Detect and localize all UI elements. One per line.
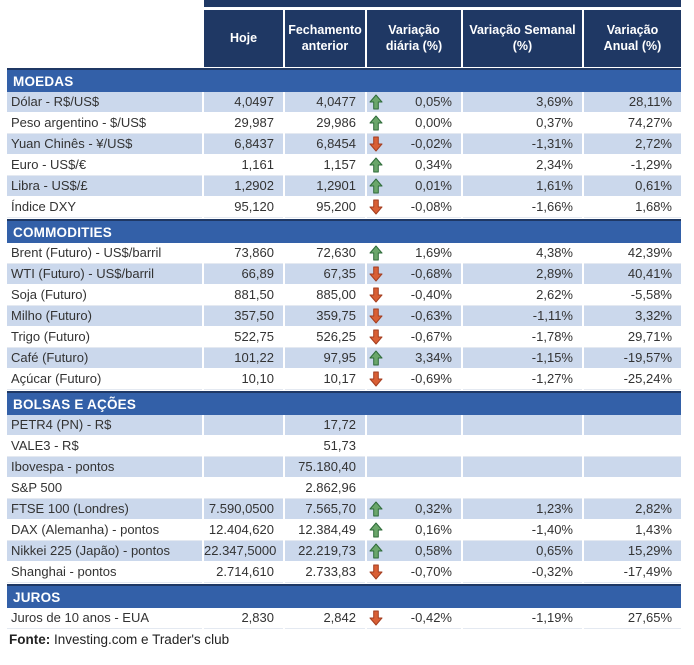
variacao-anual-cell — [584, 436, 681, 457]
row-label-cell: Peso argentino - $/US$ — [7, 113, 202, 134]
variacao-semanal-cell: 3,69% — [463, 92, 582, 113]
section-header: COMMODITIES — [7, 219, 681, 243]
fechamento-anterior-cell: 10,17 — [285, 369, 365, 390]
table-row — [7, 348, 681, 369]
hoje-cell: 6,8437 — [204, 134, 283, 155]
hoje-cell: 29,987 — [204, 113, 283, 134]
table-body — [7, 68, 681, 629]
table-row — [7, 92, 681, 113]
fechamento-anterior-cell: 885,00 — [285, 285, 365, 306]
row-label-cell: PETR4 (PN) - R$ — [7, 415, 202, 436]
variacao-anual-cell: 2,72% — [584, 134, 681, 155]
variacao-diaria-value: 0,05% — [415, 94, 452, 109]
variacao-diaria-cell — [367, 457, 461, 478]
hoje-cell: 357,50 — [204, 306, 283, 327]
row-label-cell: Soja (Futuro) — [7, 285, 202, 306]
hoje-cell: 1,2902 — [204, 176, 283, 197]
variacao-diaria-cell — [367, 92, 461, 113]
fechamento-anterior-cell: 97,95 — [285, 348, 365, 369]
table-row — [7, 197, 681, 218]
fechamento-anterior-cell: 95,200 — [285, 197, 365, 218]
variacao-semanal-cell — [463, 457, 582, 478]
variacao-anual-cell: 0,61% — [584, 176, 681, 197]
fechamento-anterior-cell: 12.384,49 — [285, 520, 365, 541]
variacao-semanal-cell: -1,66% — [463, 197, 582, 218]
variacao-anual-cell: 1,68% — [584, 197, 681, 218]
row-label-cell: Café (Futuro) — [7, 348, 202, 369]
row-label-cell: Yuan Chinês - ¥/US$ — [7, 134, 202, 155]
variacao-diaria-cell — [367, 436, 461, 457]
row-label-cell: VALE3 - R$ — [7, 436, 202, 457]
table-row — [7, 457, 681, 478]
variacao-diaria-value: -0,69% — [410, 371, 452, 386]
variacao-anual-cell — [584, 478, 681, 499]
fechamento-anterior-cell: 1,2901 — [285, 176, 365, 197]
hoje-cell: 881,50 — [204, 285, 283, 306]
table-row — [7, 520, 681, 541]
fechamento-anterior-cell: 72,630 — [285, 243, 365, 264]
variacao-anual-cell: 28,11% — [584, 92, 681, 113]
variacao-diaria-cell — [367, 113, 461, 134]
column-header-fechamento: Fechamento anterior — [285, 10, 365, 67]
column-header-var-diaria: Variação diária (%) — [367, 10, 461, 67]
fechamento-anterior-cell: 2.733,83 — [285, 562, 365, 583]
row-label-cell: Trigo (Futuro) — [7, 327, 202, 348]
arrow-down-icon — [369, 266, 383, 282]
arrow-down-icon — [369, 371, 383, 387]
row-label-cell: S&P 500 — [7, 478, 202, 499]
variacao-anual-cell: -1,29% — [584, 155, 681, 176]
arrow-up-icon — [369, 178, 383, 194]
fechamento-anterior-cell: 6,8454 — [285, 134, 365, 155]
variacao-diaria-cell — [367, 478, 461, 499]
row-label-cell: Brent (Futuro) - US$/barril — [7, 243, 202, 264]
header-row — [7, 10, 681, 67]
variacao-anual-cell: 1,43% — [584, 520, 681, 541]
table-row — [7, 243, 681, 264]
variacao-diaria-value: -0,63% — [410, 308, 452, 323]
variacao-diaria-cell — [367, 134, 461, 155]
fechamento-anterior-cell: 67,35 — [285, 264, 365, 285]
variacao-diaria-cell — [367, 327, 461, 348]
variacao-semanal-cell — [463, 415, 582, 436]
table-row — [7, 155, 681, 176]
section-header: JUROS — [7, 584, 681, 608]
fechamento-anterior-cell: 1,157 — [285, 155, 365, 176]
row-label-cell: Euro - US$/€ — [7, 155, 202, 176]
variacao-diaria-value: -0,42% — [410, 610, 452, 625]
hoje-cell — [204, 478, 283, 499]
arrow-down-icon — [369, 308, 383, 324]
variacao-semanal-cell: 0,37% — [463, 113, 582, 134]
row-label-cell: Nikkei 225 (Japão) - pontos — [7, 541, 202, 562]
table-row — [7, 264, 681, 285]
hoje-cell: 1,161 — [204, 155, 283, 176]
variacao-anual-cell: 40,41% — [584, 264, 681, 285]
variacao-diaria-value: 0,34% — [415, 157, 452, 172]
hoje-cell: 73,860 — [204, 243, 283, 264]
table-row — [7, 369, 681, 390]
variacao-anual-cell: 15,29% — [584, 541, 681, 562]
hoje-cell: 66,89 — [204, 264, 283, 285]
hoje-cell — [204, 457, 283, 478]
variacao-diaria-cell — [367, 608, 461, 629]
hoje-cell: 12.404,620 — [204, 520, 283, 541]
variacao-diaria-value: 0,58% — [415, 543, 452, 558]
table-row — [7, 176, 681, 197]
variacao-diaria-value: -0,70% — [410, 564, 452, 579]
header-corner-cell — [7, 10, 202, 67]
arrow-up-icon — [369, 522, 383, 538]
row-label-cell: Açúcar (Futuro) — [7, 369, 202, 390]
arrow-down-icon — [369, 287, 383, 303]
table-row — [7, 608, 681, 629]
variacao-diaria-value: 0,16% — [415, 522, 452, 537]
variacao-diaria-cell — [367, 243, 461, 264]
variacao-diaria-value: -0,67% — [410, 329, 452, 344]
variacao-semanal-cell: -1,15% — [463, 348, 582, 369]
row-label-cell: Ibovespa - pontos — [7, 457, 202, 478]
table-row — [7, 499, 681, 520]
variacao-semanal-cell: 2,62% — [463, 285, 582, 306]
variacao-semanal-cell: 2,34% — [463, 155, 582, 176]
variacao-diaria-value: -0,08% — [410, 199, 452, 214]
fechamento-anterior-cell: 51,73 — [285, 436, 365, 457]
fechamento-anterior-cell: 75.180,40 — [285, 457, 365, 478]
table-row — [7, 134, 681, 155]
table-row — [7, 415, 681, 436]
variacao-semanal-cell: -1,11% — [463, 306, 582, 327]
variacao-anual-cell: 29,71% — [584, 327, 681, 348]
fechamento-anterior-cell: 2,842 — [285, 608, 365, 629]
table-row — [7, 306, 681, 327]
arrow-down-icon — [369, 610, 383, 626]
row-label-cell: FTSE 100 (Londres) — [7, 499, 202, 520]
table-row — [7, 562, 681, 583]
row-label-cell: DAX (Alemanha) - pontos — [7, 520, 202, 541]
row-label-cell: Dólar - R$/US$ — [7, 92, 202, 113]
variacao-diaria-cell — [367, 285, 461, 306]
arrow-down-icon — [369, 564, 383, 580]
arrow-down-icon — [369, 329, 383, 345]
row-label-cell: WTI (Futuro) - US$/barril — [7, 264, 202, 285]
table-row — [7, 478, 681, 499]
column-header-var-semanal: Variação Semanal (%) — [463, 10, 582, 67]
variacao-diaria-cell — [367, 520, 461, 541]
variacao-diaria-cell — [367, 348, 461, 369]
variacao-semanal-cell: -1,40% — [463, 520, 582, 541]
variacao-anual-cell: -17,49% — [584, 562, 681, 583]
variacao-anual-cell: -25,24% — [584, 369, 681, 390]
hoje-cell: 2,830 — [204, 608, 283, 629]
variacao-anual-cell: -19,57% — [584, 348, 681, 369]
variacao-anual-cell: 42,39% — [584, 243, 681, 264]
hoje-cell: 101,22 — [204, 348, 283, 369]
variacao-diaria-value: -0,40% — [410, 287, 452, 302]
variacao-anual-cell: 74,27% — [584, 113, 681, 134]
hoje-cell: 22.347,5000 — [204, 541, 283, 562]
variacao-anual-cell — [584, 415, 681, 436]
variacao-diaria-cell — [367, 197, 461, 218]
column-header-var-anual: Variação Anual (%) — [584, 10, 681, 67]
variacao-diaria-value: 1,69% — [415, 245, 452, 260]
section-header: BOLSAS E AÇÕES — [7, 391, 681, 415]
variacao-diaria-cell — [367, 415, 461, 436]
variacao-anual-cell: 2,82% — [584, 499, 681, 520]
source-note — [9, 632, 229, 647]
variacao-semanal-cell: -1,27% — [463, 369, 582, 390]
table-row — [7, 436, 681, 457]
arrow-up-icon — [369, 157, 383, 173]
fechamento-anterior-cell: 359,75 — [285, 306, 365, 327]
section-header: MOEDAS — [7, 68, 681, 92]
hoje-cell: 4,0497 — [204, 92, 283, 113]
variacao-diaria-cell — [367, 155, 461, 176]
variacao-diaria-value: 3,34% — [415, 350, 452, 365]
arrow-up-icon — [369, 501, 383, 517]
variacao-diaria-cell — [367, 176, 461, 197]
variacao-diaria-value: 0,32% — [415, 501, 452, 516]
arrow-up-icon — [369, 350, 383, 366]
financial-table — [7, 10, 681, 629]
arrow-up-icon — [369, 115, 383, 131]
fechamento-anterior-cell: 526,25 — [285, 327, 365, 348]
fechamento-anterior-cell: 2.862,96 — [285, 478, 365, 499]
variacao-semanal-cell: -1,19% — [463, 608, 582, 629]
variacao-semanal-cell: 1,23% — [463, 499, 582, 520]
table-top-border — [204, 0, 681, 7]
fechamento-anterior-cell: 17,72 — [285, 415, 365, 436]
hoje-cell: 10,10 — [204, 369, 283, 390]
arrow-down-icon — [369, 199, 383, 215]
variacao-anual-cell: -5,58% — [584, 285, 681, 306]
fechamento-anterior-cell: 29,986 — [285, 113, 365, 134]
variacao-diaria-value: -0,68% — [410, 266, 452, 281]
table-row — [7, 541, 681, 562]
variacao-semanal-cell: 1,61% — [463, 176, 582, 197]
row-label-cell: Shanghai - pontos — [7, 562, 202, 583]
arrow-up-icon — [369, 94, 383, 110]
variacao-diaria-cell — [367, 264, 461, 285]
variacao-semanal-cell: -1,31% — [463, 134, 582, 155]
row-label-cell: Milho (Futuro) — [7, 306, 202, 327]
variacao-diaria-cell — [367, 306, 461, 327]
variacao-diaria-value: 0,00% — [415, 115, 452, 130]
variacao-semanal-cell — [463, 436, 582, 457]
variacao-diaria-value: -0,02% — [410, 136, 452, 151]
variacao-diaria-cell — [367, 541, 461, 562]
hoje-cell: 95,120 — [204, 197, 283, 218]
arrow-up-icon — [369, 245, 383, 261]
variacao-diaria-cell — [367, 369, 461, 390]
source-note-text: Investing.com e Trader's club — [54, 632, 230, 647]
arrow-up-icon — [369, 543, 383, 559]
variacao-diaria-cell — [367, 499, 461, 520]
hoje-cell: 522,75 — [204, 327, 283, 348]
fechamento-anterior-cell: 22.219,73 — [285, 541, 365, 562]
arrow-down-icon — [369, 136, 383, 152]
variacao-semanal-cell — [463, 478, 582, 499]
variacao-diaria-cell — [367, 562, 461, 583]
fechamento-anterior-cell: 7.565,70 — [285, 499, 365, 520]
table-row — [7, 113, 681, 134]
hoje-cell: 2.714,610 — [204, 562, 283, 583]
variacao-anual-cell: 3,32% — [584, 306, 681, 327]
variacao-semanal-cell: -1,78% — [463, 327, 582, 348]
variacao-semanal-cell: -0,32% — [463, 562, 582, 583]
table-row — [7, 285, 681, 306]
row-label-cell: Libra - US$/£ — [7, 176, 202, 197]
source-note-label: Fonte: — [9, 632, 51, 647]
variacao-semanal-cell: 0,65% — [463, 541, 582, 562]
variacao-anual-cell — [584, 457, 681, 478]
table-row — [7, 327, 681, 348]
variacao-semanal-cell: 4,38% — [463, 243, 582, 264]
row-label-cell: Índice DXY — [7, 197, 202, 218]
hoje-cell — [204, 436, 283, 457]
column-header-hoje: Hoje — [204, 10, 283, 67]
hoje-cell: 7.590,0500 — [204, 499, 283, 520]
row-label-cell: Juros de 10 anos - EUA — [7, 608, 202, 629]
variacao-semanal-cell: 2,89% — [463, 264, 582, 285]
variacao-diaria-value: 0,01% — [415, 178, 452, 193]
variacao-anual-cell: 27,65% — [584, 608, 681, 629]
fechamento-anterior-cell: 4,0477 — [285, 92, 365, 113]
hoje-cell — [204, 415, 283, 436]
